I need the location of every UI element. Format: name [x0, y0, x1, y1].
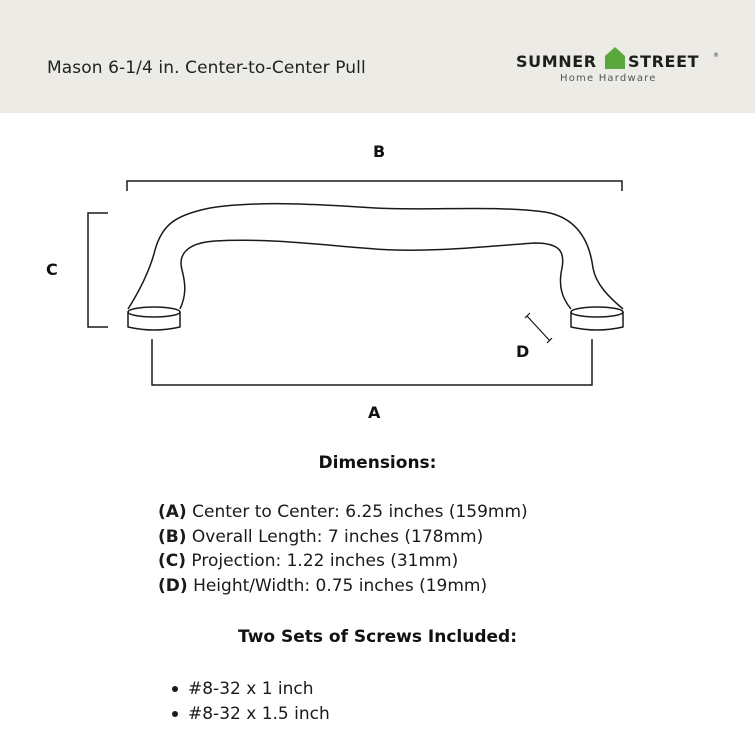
dimension-key: (D) [158, 575, 188, 596]
label-c: C [46, 260, 58, 279]
dimension-row-d [158, 574, 528, 599]
product-title: Mason 6-1/4 in. Center-to-Center Pull [47, 58, 366, 78]
dimension-row-b [158, 525, 528, 550]
dimension-c-line [88, 213, 108, 327]
cabinet-pull-drawing [128, 204, 623, 330]
pull-dimension-diagram [0, 113, 755, 443]
screws-heading: Two Sets of Screws Included: [237, 627, 518, 647]
label-d: D [516, 342, 530, 361]
label-a: A [368, 403, 381, 422]
dimension-row-c [158, 549, 528, 574]
dimensions-heading: Dimensions: [318, 453, 437, 473]
house-icon [605, 47, 625, 69]
dimensions-list [158, 500, 528, 598]
logo-word-sumner: SUMNER [516, 52, 597, 71]
list-item [172, 677, 330, 702]
dimension-row-a [158, 500, 528, 525]
logo-word-street: STREET [628, 52, 700, 71]
dimension-b-line [127, 181, 622, 191]
label-b: B [373, 142, 386, 161]
dimension-text: Height/Width: 0.75 inches (19mm) [193, 575, 488, 596]
screws-list [172, 677, 330, 726]
dimension-text: Projection: 1.22 inches (31mm) [191, 551, 459, 571]
screw-text: #8-32 x 1.5 inch [188, 703, 330, 724]
dimension-d-line [525, 313, 552, 343]
dimension-text: Center to Center: 6.25 inches (159mm) [192, 502, 528, 522]
dimension-key: (C) [158, 551, 187, 571]
brand-logo [516, 47, 721, 89]
header-banner [0, 0, 755, 113]
logo-tagline: Home Hardware [560, 73, 657, 84]
dimension-key: (B) [158, 526, 187, 547]
dimension-text: Overall Length: 7 inches (178mm) [191, 526, 484, 547]
bullet-icon [172, 686, 178, 692]
dimension-key: (A) [158, 502, 187, 522]
screw-text: #8-32 x 1 inch [188, 679, 314, 699]
registered-mark: ® [713, 52, 719, 59]
list-item [172, 702, 330, 727]
bullet-icon [172, 711, 178, 717]
